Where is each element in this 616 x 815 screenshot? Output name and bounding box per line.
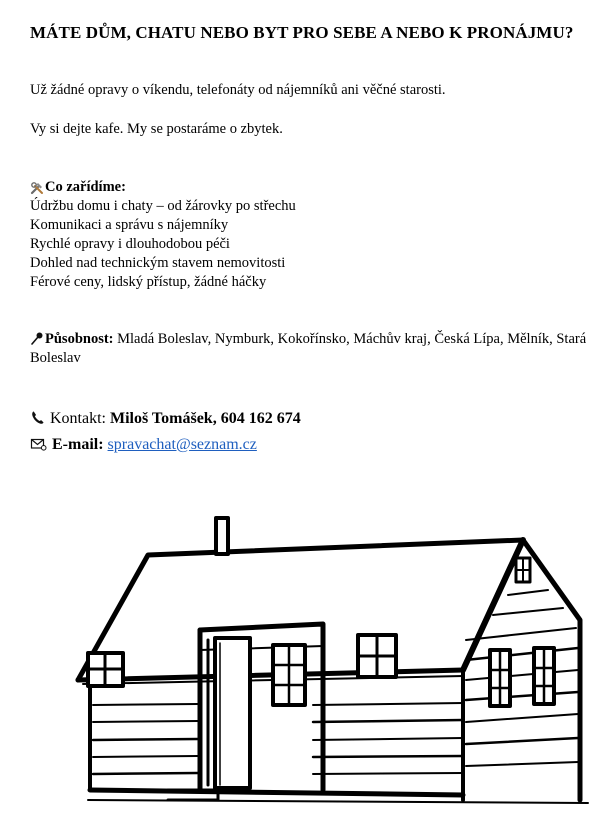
service-item: Férové ceny, lidský přístup, žádné háčky (30, 274, 267, 290)
scope-text: Mladá Boleslav, Nymburk, Kokořínsko, Máchův kraj, Česká Lípa, Mělník, Stará Boleslav (30, 331, 587, 366)
intro-line-1: Už žádné opravy o víkendu, telefonáty od nájemníků ani věčné starosti. (30, 82, 446, 98)
house-illustration (68, 500, 600, 805)
contact-label: Kontakt: (50, 410, 110, 427)
service-item: Komunikaci a správu s nájemníky (30, 217, 229, 233)
contact-line (30, 409, 301, 429)
service-item: Rychlé opravy i dlouhodobou péči (30, 236, 230, 252)
services-heading-row (30, 178, 296, 197)
service-item: Údržbu domu i chaty – od žárovky po střechu (30, 198, 296, 214)
service-item: Dohled nad technickým stavem nemovitosti (30, 255, 286, 271)
contact-name-phone: Miloš Tomášek, 604 162 674 (110, 410, 301, 427)
scope-paragraph (30, 330, 590, 368)
phone-icon (30, 410, 45, 425)
email-label: E-mail: (52, 436, 108, 453)
email-line (30, 435, 257, 455)
email-link[interactable]: spravachat@seznam.cz (107, 436, 257, 453)
intro-line-2: Vy si dejte kafe. My se postaráme o zbytek. (30, 121, 283, 137)
tools-icon (30, 181, 44, 195)
envelope-icon (30, 437, 47, 451)
scope-label: Působnost: (45, 331, 114, 347)
page-title: MÁTE DŮM, CHATU NEBO BYT PRO SEBE A NEBO K PRONÁJMU? (30, 23, 574, 42)
pin-icon (30, 331, 44, 345)
services-heading: Co zařídíme: (45, 179, 126, 195)
services-section (30, 178, 296, 292)
